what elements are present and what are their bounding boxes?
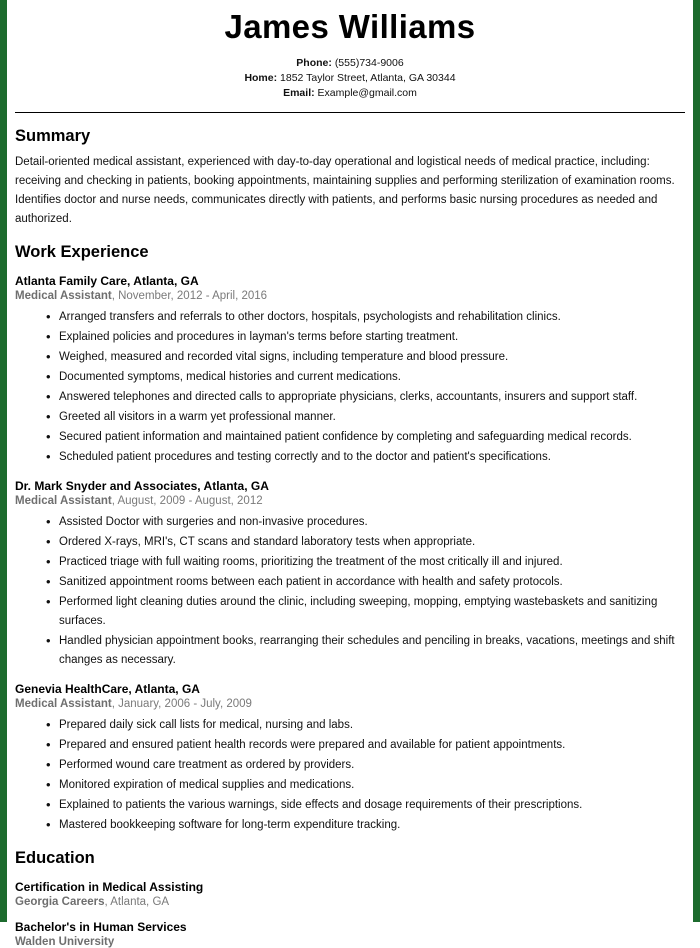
contact-home-value: 1852 Taylor Street, Atlanta, GA 30344 xyxy=(280,72,456,84)
job-role: Medical Assistant xyxy=(15,698,112,710)
list-item: • Performed wound care treatment as ordered by providers. xyxy=(59,756,685,775)
contact-phone-value: (555)734-9006 xyxy=(334,57,404,69)
list-item: • Scheduled patient procedures and testing correctly and to the doctor and patient's specifications. xyxy=(59,448,685,467)
job-separator: , xyxy=(197,479,201,493)
job-entry xyxy=(15,682,685,835)
job-dates: , August, 2009 - August, 2012 xyxy=(111,495,263,507)
header-divider xyxy=(15,112,685,113)
job-role: Medical Assistant xyxy=(15,290,112,302)
education-school: Walden University xyxy=(15,936,115,948)
section-title-work-experience: Work Experience xyxy=(15,243,149,261)
contact-email xyxy=(15,86,685,101)
job-employer: Dr. Mark Snyder and Associates xyxy=(15,479,198,493)
contact-email-label: Email: xyxy=(283,87,315,99)
section-title-summary: Summary xyxy=(15,127,91,145)
job-role: Medical Assistant xyxy=(15,495,112,507)
education-school: Georgia Careers xyxy=(15,896,105,908)
list-item: • Explained policies and procedures in layman's terms before starting treatment. xyxy=(59,328,685,347)
list-item: • Sanitized appointment rooms between each patient in accordance with health and safety protocols. xyxy=(59,573,685,592)
education-degree: Bachelor's in Human Services xyxy=(15,920,187,934)
contact-home xyxy=(15,71,685,86)
job-role-line xyxy=(15,495,685,507)
page-title: James Williams xyxy=(224,8,476,45)
job-location: Atlanta, GA xyxy=(203,479,269,493)
contact-home-label: Home: xyxy=(244,72,278,84)
job-bullets xyxy=(15,513,685,670)
list-item: • Assisted Doctor with surgeries and non-invasive procedures. xyxy=(59,513,685,532)
education-school-line xyxy=(15,936,685,948)
summary-text: Detail-oriented medical assistant, experienced with day-to-day operational and logistical needs of medical practice, including: receiving and checking in patients, booking appointments, maintaining supplies and performing sterilization of examination rooms. Identifies doctor and nurse needs, communicates directly with patients, and performs basic nursing procedures as needed and authorized. xyxy=(15,156,675,225)
contact-phone xyxy=(15,56,685,71)
section-title-education: Education xyxy=(15,849,95,867)
list-item: • Arranged transfers and referrals to other doctors, hospitals, psychologists and rehabilitation clinics. xyxy=(59,308,685,327)
list-item: • Prepared daily sick call lists for medical, nursing and labs. xyxy=(59,716,685,735)
job-separator: , xyxy=(127,274,131,288)
job-dates: , January, 2006 - July, 2009 xyxy=(111,698,252,710)
education-entry xyxy=(15,920,685,948)
job-employer: Genevia HealthCare xyxy=(15,682,129,696)
job-employer: Atlanta Family Care xyxy=(15,274,128,288)
job-employer-line xyxy=(15,479,685,493)
job-role-line xyxy=(15,698,685,710)
list-item: • Handled physician appointment books, rearranging their schedules and penciling in breaks, vacations, meetings and shift changes as necessary. xyxy=(59,632,685,670)
contact-phone-label: Phone: xyxy=(296,57,332,69)
education-entry xyxy=(15,880,685,908)
job-employer-line xyxy=(15,274,685,288)
job-bullets xyxy=(15,308,685,467)
resume-content xyxy=(14,0,686,948)
list-item: • Ordered X-rays, MRI's, CT scans and standard laboratory tests when appropriate. xyxy=(59,533,685,552)
right-accent-bar xyxy=(693,0,700,922)
education-degree: Certification in Medical Assisting xyxy=(15,880,204,894)
list-item: • Mastered bookkeeping software for long-term expenditure tracking. xyxy=(59,816,685,835)
education-school-line xyxy=(15,896,685,908)
job-dates: , November, 2012 - April, 2016 xyxy=(111,290,268,302)
list-item: • Answered telephones and directed calls to appropriate physicians, clerks, accountants, insurers and support staff. xyxy=(59,388,685,407)
list-item: • Practiced triage with full waiting rooms, prioritizing the treatment of the most critically ill and injured. xyxy=(59,553,685,572)
list-item: • Prepared and ensured patient health records were prepared and available for patient appointments. xyxy=(59,736,685,755)
job-location: Atlanta, GA xyxy=(133,274,199,288)
contact-email-value: Example@gmail.com xyxy=(317,87,417,99)
list-item: • Weighed, measured and recorded vital signs, including temperature and blood pressure. xyxy=(59,348,685,367)
job-bullets xyxy=(15,716,685,835)
job-entry xyxy=(15,274,685,467)
list-item: • Secured patient information and maintained patient confidence by completing and safeguarding medical records. xyxy=(59,428,685,447)
list-item: • Monitored expiration of medical supplies and medications. xyxy=(59,776,685,795)
list-item: • Performed light cleaning duties around the clinic, including sweeping, mopping, emptying wastebaskets and sanitizing surfaces. xyxy=(59,593,685,631)
left-accent-bar xyxy=(0,0,7,922)
education-location: , Atlanta, GA xyxy=(104,896,170,908)
list-item: • Explained to patients the various warnings, side effects and dosage requirements of their prescriptions. xyxy=(59,796,685,815)
job-employer-line xyxy=(15,682,685,696)
job-separator: , xyxy=(128,682,132,696)
job-role-line xyxy=(15,290,685,302)
job-location: Atlanta, GA xyxy=(134,682,200,696)
list-item: • Greeted all visitors in a warm yet professional manner. xyxy=(59,408,685,427)
list-item: • Documented symptoms, medical histories and current medications. xyxy=(59,368,685,387)
job-entry xyxy=(15,479,685,670)
